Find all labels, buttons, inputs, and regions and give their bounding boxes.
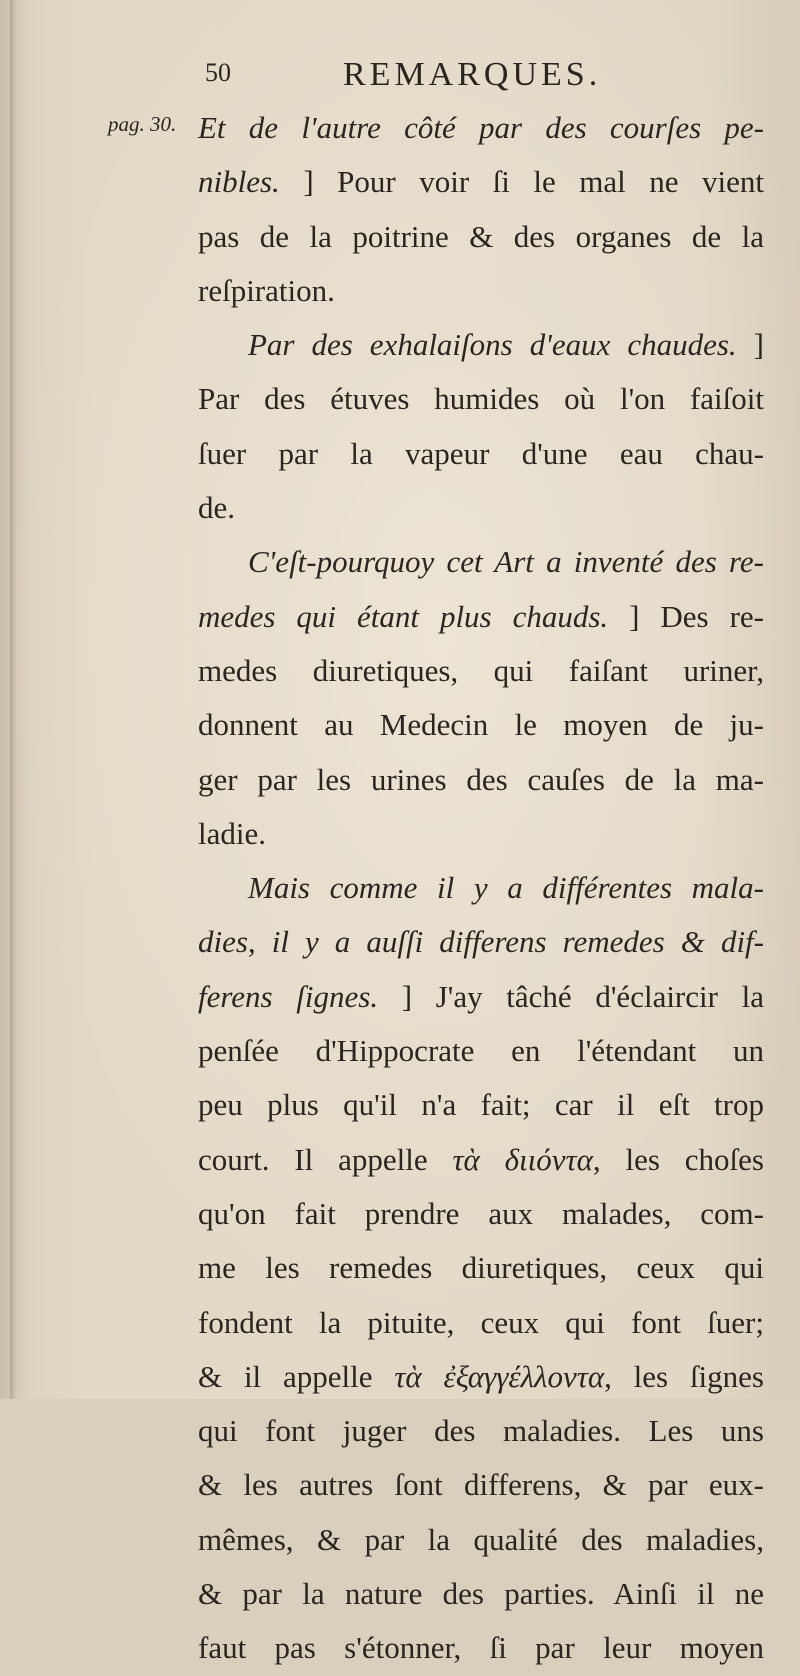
text-line	[198, 535, 764, 589]
text-line	[198, 915, 764, 969]
italic-segment: Par des exhalaiſons d'eaux chaudes.	[248, 327, 737, 363]
roman-segment: qu'on fait prendre aux malades, com-	[198, 1195, 764, 1231]
roman-segment: de.	[198, 490, 236, 526]
roman-segment: , les choſes	[592, 1141, 764, 1177]
roman-segment: & les autres ſont differens, & par eux-	[198, 1467, 764, 1503]
roman-segment: peu plus qu'il n'a fait; car il eſt trop	[198, 1087, 764, 1123]
text-line	[198, 1187, 764, 1241]
roman-segment: pas de la poitrine & des organes de la	[198, 218, 764, 254]
running-head	[205, 58, 765, 98]
roman-segment: me les remedes diuretiques, ceux qui	[198, 1250, 764, 1286]
italic-segment: τὰ διιόντα	[452, 1141, 593, 1177]
roman-segment: ] Des re-	[608, 598, 764, 634]
text-line	[198, 698, 764, 752]
roman-segment: ger par les urines des cauſes de la ma-	[198, 761, 764, 797]
text-line	[198, 1078, 764, 1132]
roman-segment: ſuer par la vapeur d'une eau chau-	[198, 435, 764, 471]
roman-segment: court. Il appelle	[198, 1141, 453, 1177]
roman-segment: donnent au Medecin le moyen de ju-	[198, 707, 764, 743]
text-line	[198, 807, 764, 861]
roman-segment: ] J'ay tâché d'éclaircir la	[378, 978, 764, 1014]
text-line	[198, 861, 764, 915]
roman-segment: ]	[736, 327, 764, 363]
italic-segment: medes qui étant plus chauds.	[198, 598, 609, 634]
italic-segment: Et de l'autre côté par des courſes pe-	[198, 110, 764, 145]
text-line	[198, 753, 764, 807]
roman-segment: & par la nature des parties. Ainſi il ne	[198, 1576, 764, 1612]
roman-segment: medes diuretiques, qui faiſant uriner,	[198, 652, 764, 688]
italic-segment: C'eſt-pourquoy cet Art a inventé des re-	[248, 544, 764, 580]
italic-segment: ferens ſignes.	[198, 978, 379, 1014]
text-line	[198, 1350, 764, 1404]
text-line	[198, 1241, 764, 1295]
italic-segment: dies, il y a auſſi differens remedes & dif-	[198, 924, 764, 960]
italic-segment: τὰ ἐξαγγέλλοντα	[394, 1358, 605, 1394]
roman-segment: faut pas s'étonner, ſi par leur moyen	[198, 1630, 764, 1666]
text-line	[198, 210, 764, 264]
text-line	[198, 1296, 764, 1350]
margin-reference: pag. 30.	[108, 112, 177, 136]
roman-segment: , les ſignes	[604, 1358, 764, 1394]
text-line	[198, 1458, 764, 1512]
text-line	[198, 1404, 764, 1458]
text-line	[198, 481, 764, 535]
text-line	[198, 644, 764, 698]
text-line	[198, 590, 764, 644]
body-text	[198, 101, 764, 1676]
roman-segment: penſée d'Hippocrate en l'étendant un	[198, 1033, 764, 1069]
roman-segment: mêmes, & par la qualité des maladies,	[198, 1521, 764, 1557]
page-number: 50	[205, 58, 231, 87]
text-line	[198, 101, 764, 155]
text-line	[198, 427, 764, 481]
text-line	[198, 318, 764, 372]
roman-segment: qui font juger des maladies. Les uns	[198, 1413, 764, 1449]
italic-segment: Mais comme il y a différentes mala-	[248, 870, 764, 906]
text-line	[198, 1513, 764, 1567]
text-line	[198, 1133, 764, 1187]
roman-segment: Par des étuves humides où l'on faiſoit	[198, 381, 764, 417]
text-line	[198, 1024, 764, 1078]
roman-segment: ] Pour voir ſi le mal ne vient	[279, 164, 764, 200]
roman-segment: & il appelle	[198, 1358, 395, 1394]
page-gutter-shadow	[10, 0, 16, 1399]
roman-segment: reſpiration.	[198, 272, 335, 308]
text-line	[198, 970, 764, 1024]
running-head-title: REMARQUES.	[343, 56, 602, 93]
text-line	[198, 1621, 764, 1675]
text-line	[198, 1567, 764, 1621]
roman-segment: ladie.	[198, 815, 266, 851]
roman-segment: fondent la pituite, ceux qui font ſuer;	[198, 1304, 764, 1340]
italic-segment: nibles.	[198, 164, 280, 200]
text-line	[198, 155, 764, 209]
text-line	[198, 264, 764, 318]
text-line	[198, 372, 764, 426]
